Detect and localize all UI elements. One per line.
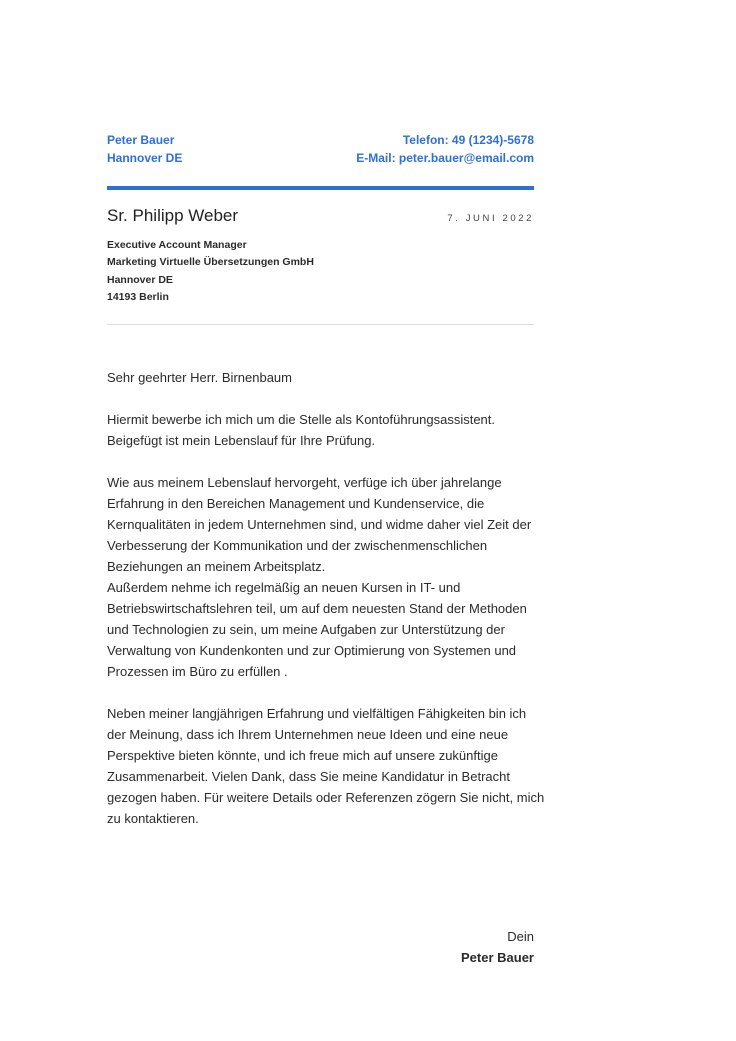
signature-name: Peter Bauer <box>461 950 534 965</box>
salutation-text: Sehr geehrter Herr. Birnenbaum <box>107 370 292 385</box>
paragraph-line: zu kontaktieren. <box>107 811 199 826</box>
sender-left <box>107 132 182 167</box>
letter-body <box>107 367 545 850</box>
paragraph-line: Wie aus meinem Lebenslauf hervorgeht, verfüge ich über jahrelange <box>107 475 502 490</box>
paragraph-line: Perspektive bieten könnte, und ich freue mich auf unsere zukünftige <box>107 748 498 763</box>
address-divider <box>107 324 534 325</box>
paragraph-line: Verwaltung von Kundenkonten und zur Optimierung von Systemen und <box>107 643 517 658</box>
paragraph-line: und Technologien zu sein, um meine Aufgaben zur Unterstützung der <box>107 622 505 637</box>
closing-phrase: Dein <box>507 929 534 944</box>
paragraph-line: Verbesserung der Kommunikation und der zwischenmenschlichen <box>107 538 488 553</box>
paragraph-line: Zusammenarbeit. Vielen Dank, dass Sie meine Kandidatur in Betracht <box>107 769 510 784</box>
paragraph-3 <box>107 703 545 829</box>
paragraph-line: Erfahrung in den Bereichen Management und Kundenservice, die <box>107 496 485 511</box>
sender-phone: Telefon: 49 (1234)-5678 <box>402 133 534 147</box>
recipient-city: Hannover DE <box>107 273 173 286</box>
recipient-postal: 14193 Berlin <box>107 291 169 304</box>
recipient-company: Marketing Virtuelle Übersetzungen GmbH <box>107 256 314 269</box>
paragraph-line: Beigefügt ist mein Lebenslauf für Ihre Prüfung. <box>107 433 376 448</box>
recipient-heading <box>107 206 534 226</box>
paragraph-line: Außerdem nehme ich regelmäßig an neuen Kursen in IT- und <box>107 580 461 595</box>
paragraph-1 <box>107 409 539 451</box>
recipient-name: Sr. Philipp Weber <box>107 206 239 225</box>
paragraph-line: Neben meiner langjährigen Erfahrung und vielfältigen Fähigkeiten bin ich <box>107 706 527 721</box>
sender-contact <box>356 132 534 167</box>
sender-name: Peter Bauer <box>107 133 175 147</box>
paragraph-line: Prozessen im Büro zu erfüllen . <box>107 664 288 679</box>
letter-closing <box>107 926 534 968</box>
sender-location: Hannover DE <box>107 150 183 165</box>
recipient-address <box>107 237 534 307</box>
paragraph-line: Beziehungen an meinem Arbeitsplatz. <box>107 559 326 574</box>
header-divider <box>107 186 534 190</box>
paragraph-line: der Meinung, dass ich Ihrem Unternehmen neue Ideen und eine neue <box>107 727 509 742</box>
paragraph-2 <box>107 472 539 682</box>
sender-email: E-Mail: peter.bauer@email.com <box>356 150 534 165</box>
recipient-title: Executive Account Manager <box>107 239 247 251</box>
paragraph-line: Hiermit bewerbe ich mich um die Stelle als Kontoführungsassistent. <box>107 412 496 427</box>
paragraph-line: Betriebswirtschaftslehren teil, um auf dem neuesten Stand der Methoden <box>107 601 527 616</box>
letter-date: 7. JUNI 2022 <box>447 213 534 224</box>
paragraph-line: gezogen haben. Für weitere Details oder Referenzen zögern Sie nicht, mich <box>107 790 545 805</box>
letter-page <box>107 0 545 1041</box>
salutation <box>107 367 539 388</box>
sender-header <box>107 132 534 167</box>
paragraph-line: Kernqualitäten in jedem Unternehmen sind, und widme daher viel Zeit der <box>107 517 532 532</box>
